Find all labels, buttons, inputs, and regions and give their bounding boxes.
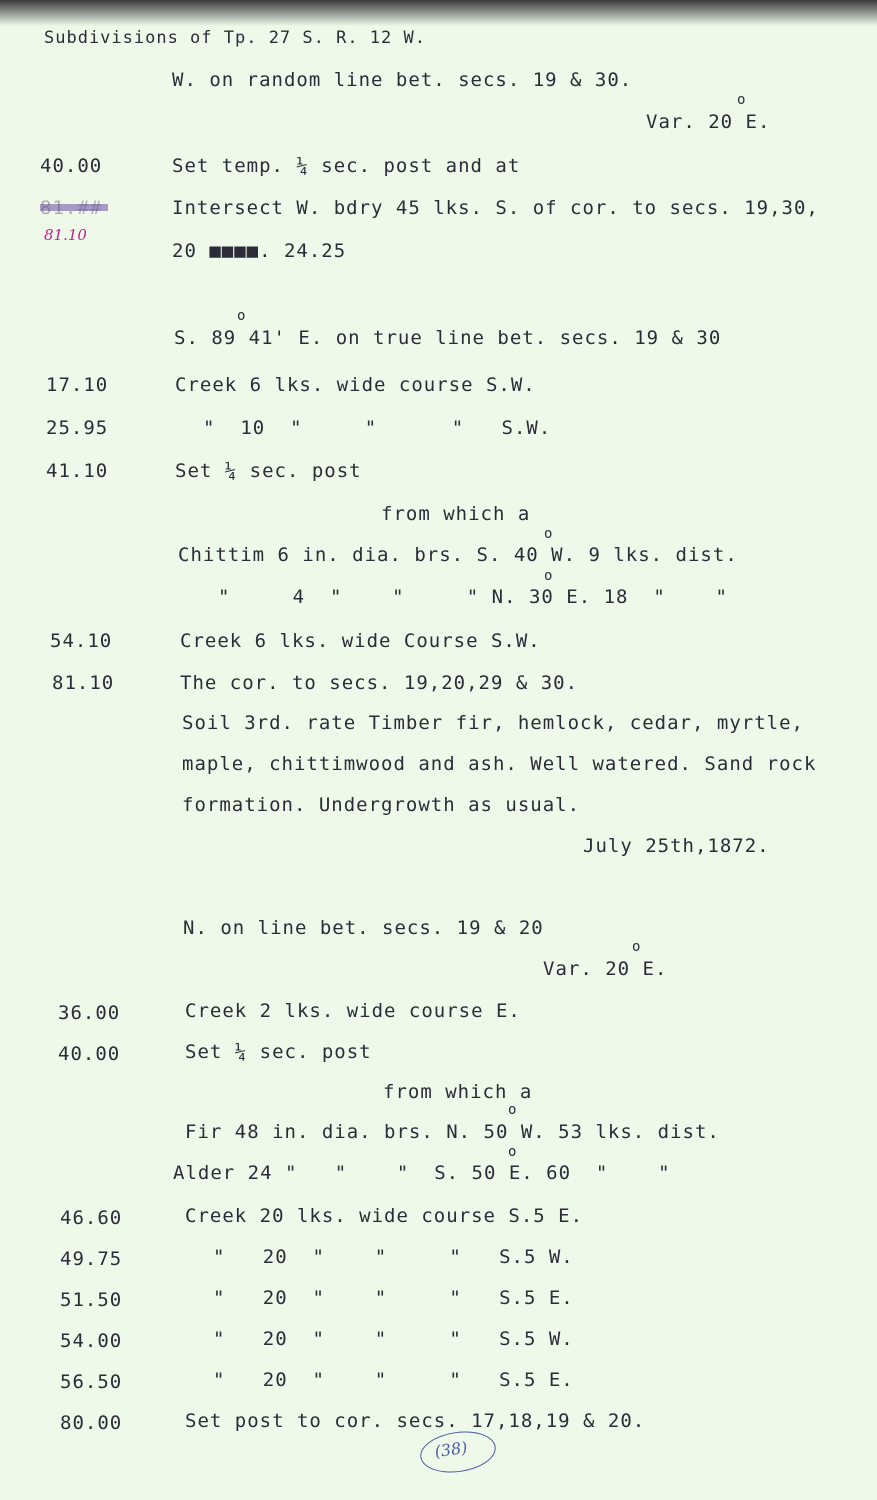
entry-distance: 56.50 bbox=[60, 1371, 123, 1393]
section1-heading: W. on random line bet. secs. 19 & 30. bbox=[172, 69, 633, 91]
entry-text: from which a bbox=[383, 1081, 533, 1103]
entry-distance: 25.95 bbox=[46, 417, 109, 439]
page-number-stamp bbox=[418, 1427, 499, 1477]
entry-distance: 40.00 bbox=[40, 155, 103, 177]
entry-text: " 20 " " " S.5 W. bbox=[213, 1328, 574, 1350]
scan-top-shadow bbox=[0, 0, 877, 26]
entry-text: Creek 2 lks. wide course E. bbox=[185, 1000, 521, 1022]
entry-distance: 36.00 bbox=[58, 1002, 121, 1024]
entry-text: Alder 24 " " " S. 50 E. 60 " " bbox=[173, 1162, 671, 1184]
section1-variation: Var. 20 E. bbox=[646, 111, 771, 133]
entry-text: " 20 " " " S.5 W. bbox=[213, 1246, 574, 1268]
entry-distance: 41.10 bbox=[46, 460, 109, 482]
document-header: Subdivisions of Tp. 27 S. R. 12 W. bbox=[44, 28, 426, 48]
entry-distance: 54.00 bbox=[60, 1330, 123, 1352]
entry-text: Chittim 6 in. dia. brs. S. 40 W. 9 lks. dist. bbox=[178, 544, 738, 566]
entry-text: Creek 6 lks. wide course S.W. bbox=[175, 374, 536, 396]
entry-text: formation. Undergrowth as usual. bbox=[182, 794, 581, 816]
degree-mark: o bbox=[632, 939, 641, 955]
degree-mark: o bbox=[508, 1144, 517, 1160]
entry-distance: 81.10 bbox=[52, 672, 115, 694]
entry-text: Creek 20 lks. wide course S.5 E. bbox=[185, 1205, 584, 1227]
section2-heading: S. 89 41' E. on true line bet. secs. 19 & 30 bbox=[174, 327, 722, 349]
entry-distance: 80.00 bbox=[60, 1412, 123, 1434]
entry-text: Creek 6 lks. wide Course S.W. bbox=[180, 630, 541, 652]
entry-text: maple, chittimwood and ash. Well watered. Sand rock bbox=[182, 753, 817, 775]
entry-distance: 46.60 bbox=[60, 1207, 123, 1229]
degree-mark: o bbox=[544, 568, 553, 584]
entry-text: Set temp. ¼ sec. post and at bbox=[172, 155, 521, 177]
section3-heading: N. on line bet. secs. 19 & 20 bbox=[183, 917, 544, 939]
entry-text: Set post to cor. secs. 17,18,19 & 20. bbox=[185, 1410, 646, 1432]
entry-text: Intersect W. bdry 45 lks. S. of cor. to secs. 19,30, bbox=[172, 197, 819, 219]
entry-text: 20 ■■■■. 24.25 bbox=[172, 240, 347, 262]
entry-text: " 20 " " " S.5 E. bbox=[213, 1287, 574, 1309]
entry-text: Set ¼ sec. post bbox=[185, 1041, 372, 1063]
degree-mark: o bbox=[237, 308, 246, 324]
strikeout-mark bbox=[40, 204, 108, 211]
entry-text: " 10 " " " S.W. bbox=[203, 417, 552, 439]
section3-variation: Var. 20 E. bbox=[543, 958, 668, 980]
page-number: (38) bbox=[433, 1437, 469, 1462]
entry-text: " 4 " " " N. 30 E. 18 " " bbox=[218, 586, 728, 608]
degree-mark: o bbox=[544, 526, 553, 542]
degree-mark: o bbox=[508, 1102, 517, 1118]
entry-text: Set ¼ sec. post bbox=[175, 460, 362, 482]
entry-distance: 17.10 bbox=[46, 374, 109, 396]
entry-text: Soil 3rd. rate Timber fir, hemlock, cedar, myrtle, bbox=[182, 712, 804, 734]
entry-text: Fir 48 in. dia. brs. N. 50 W. 53 lks. dist. bbox=[185, 1121, 720, 1143]
entry-distance: 40.00 bbox=[58, 1043, 121, 1065]
handwritten-correction: 81.10 bbox=[44, 226, 87, 244]
degree-mark: o bbox=[737, 92, 746, 108]
entry-distance: 54.10 bbox=[50, 630, 113, 652]
entry-text: The cor. to secs. 19,20,29 & 30. bbox=[180, 672, 579, 694]
entry-distance: 49.75 bbox=[60, 1248, 123, 1270]
entry-text: " 20 " " " S.5 E. bbox=[213, 1369, 574, 1391]
entry-text: from which a bbox=[381, 503, 531, 525]
survey-date: July 25th,1872. bbox=[583, 835, 770, 857]
entry-distance: 51.50 bbox=[60, 1289, 123, 1311]
